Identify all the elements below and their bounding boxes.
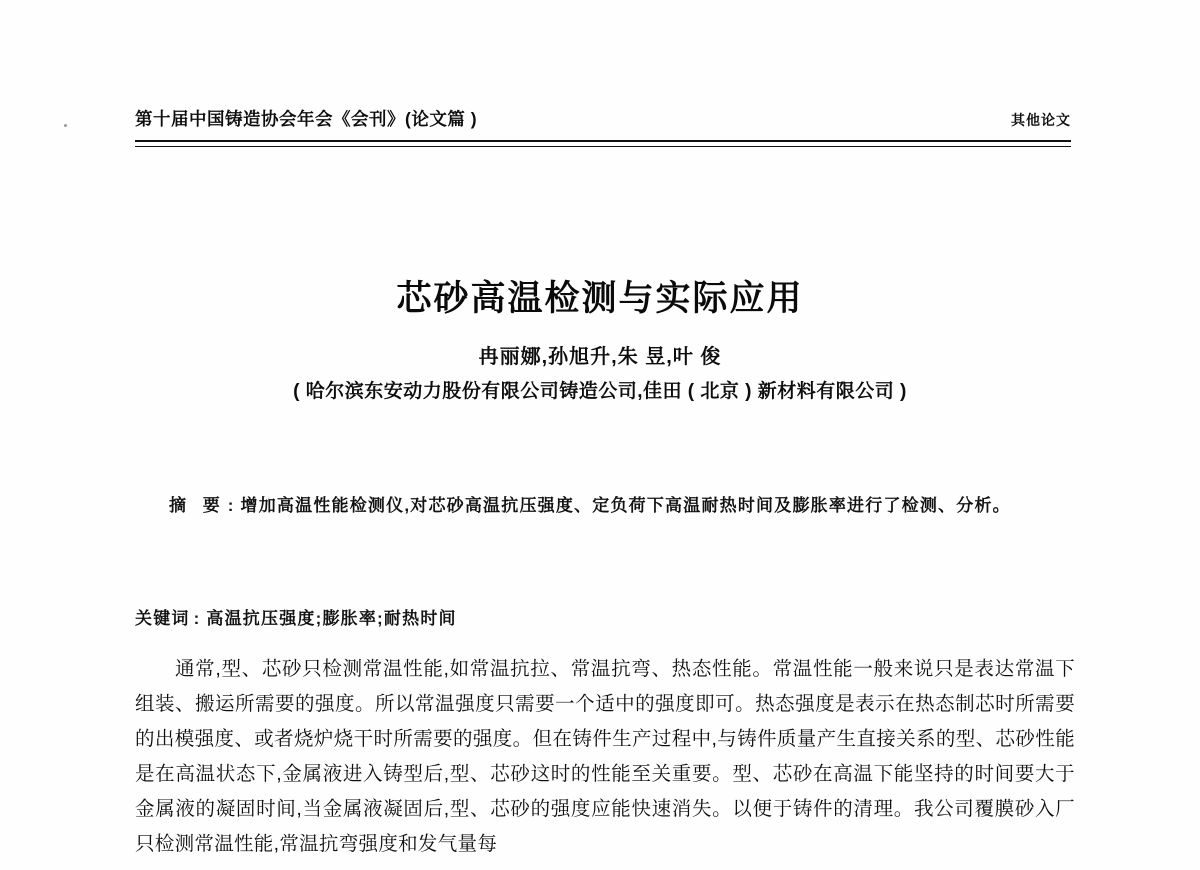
- header-rule-thick: [135, 140, 1071, 142]
- page-title: 芯砂高温检测与实际应用: [396, 279, 804, 319]
- body-paragraph: 通常,型、芯砂只检测常温性能,如常温抗拉、常温抗弯、热态性能。常温性能一般来说只是表达常温下组装、搬运所需要的强度。所以常温强度只需要一个适中的强度即可。热态强度是表示在热态制芯时所需要的出模强度、或者烧炉烧干时所需要的强度。但在铸件生产过程中,与铸件质量产生直接关系的型、芯砂性能是在高温状态下,金属液进入铸型后,型、芯砂这时的性能至关重要。型、芯砂在高温下能坚持的时间要大于金属液的凝固时间,当金属液凝固后,型、芯砂的强度应能快速消失。以便于铸件的清理。我公司覆膜砂入厂只检测常温性能,常温抗弯强度和发气量每: [135, 658, 1075, 855]
- abstract-text: : 增加高温性能检测仪,对芯砂高温抗压强度、定负荷下高温耐热时间及膨胀率进行了检测、分析。: [227, 496, 1011, 515]
- keywords-label: 关键词: [135, 609, 190, 628]
- running-head-right: 其他论文: [1011, 112, 1071, 128]
- keywords-text: : 高温抗压强度;膨胀率;耐热时间: [193, 609, 457, 628]
- abstract-label: 摘 要: [169, 496, 226, 515]
- body-text: [135, 652, 1075, 862]
- running-head: [135, 106, 1071, 131]
- abstract-block: [135, 488, 1071, 524]
- affiliation: ( 哈尔滨东安动力股份有限公司铸造公司,佳田 ( 北京 ) 新材料有限公司 ): [293, 381, 907, 402]
- author-list: 冉丽娜,孙旭升,朱 昱,叶 俊: [478, 346, 722, 368]
- scan-speck: [64, 124, 67, 127]
- header-rule-thin: [135, 146, 1071, 147]
- running-head-left: 第十届中国铸造协会年会《会刊》(论文篇 ): [135, 109, 478, 129]
- keywords-block: [135, 604, 1071, 629]
